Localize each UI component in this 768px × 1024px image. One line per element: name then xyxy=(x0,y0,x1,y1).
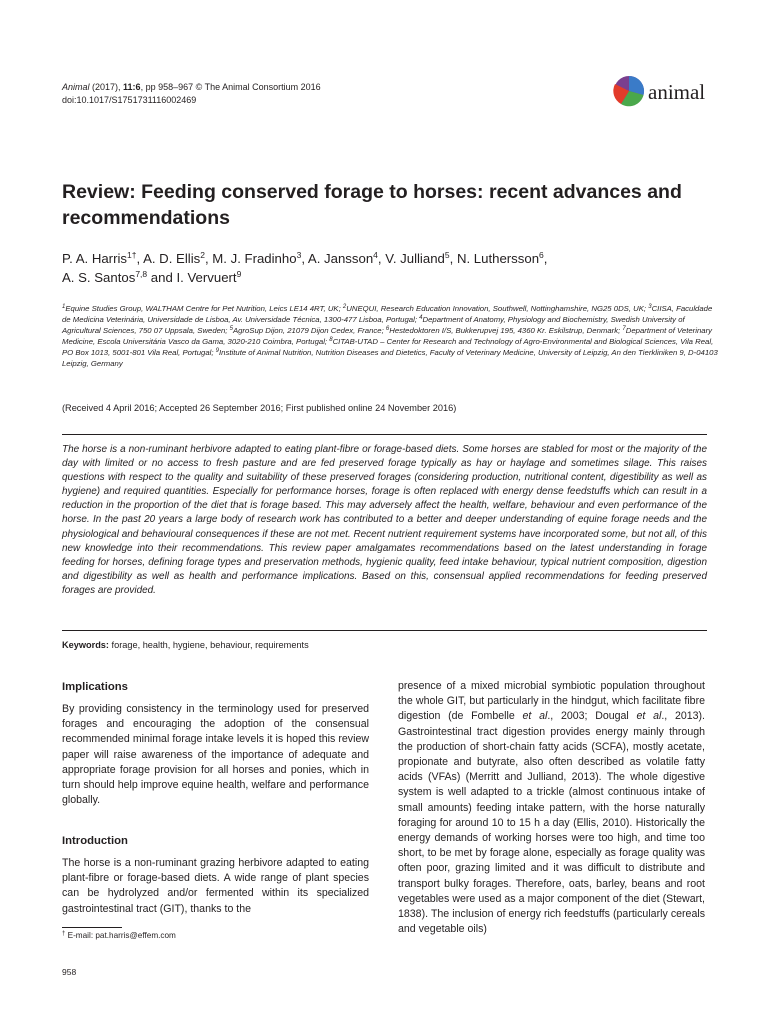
received-dates: (Received 4 April 2016; Accepted 26 September 2016; First published online 24 November 2016) xyxy=(62,403,457,413)
author-separator: , xyxy=(136,251,144,266)
author-affiliation-mark: 7,8 xyxy=(135,269,148,279)
keywords-text: forage, health, hygiene, behaviour, requirements xyxy=(108,640,309,650)
author-affiliation-mark: 2 xyxy=(200,250,205,260)
affiliation-number: 2 xyxy=(342,304,347,310)
abstract-bottom-rule xyxy=(62,630,707,631)
author-affiliation-mark: 4 xyxy=(373,250,378,260)
rc-text-3: ., 2013). Gastrointestinal tract digestion provides energy mainly through the production of short-chain fatty acids (SCFA), mostly acetate, propionate and butyrate, also often described as volatile fatty acids (VFAs) (Merritt and Julliand, 2013). The whole digestive system is well adapted to a trickle (almost continuous intake of small amounts) feeding intake pattern, with the horse naturally foraging for around 10 to 15 h a day (Ellis, 2010). Historically the energy demands of working horses were too high, and time too short, to be met by forage alone, especially as forage quality was often poor, grazing limited and it was difficult to distribute and transport bulky forages. Therefore, oats, barley, beans and root vegetables were used as a major component of the diet (Stewart, 1838). The inclusion of energy rich feedstuffs (particularly cereals and vegetable oils) xyxy=(398,710,706,936)
author-affiliation-mark: 6 xyxy=(539,250,544,260)
author-affiliation-mark: 3 xyxy=(296,250,302,260)
right-column-text xyxy=(398,679,705,937)
footnote-rule xyxy=(62,927,122,928)
footnote-email: E-mail: pat.harris@effem.com xyxy=(65,931,176,940)
abstract: The horse is a non-ruminant herbivore adapted to eating plant-fibre or forage-based diets. Some horses are stabled for most or the majority of the day with limited or no access to fresh pasture and are fed preserved forage typically as hay or haylage and sometimes silage. This raises questions with respect to the quality and suitability of these preserved forages (considering production, nutritional content, digestibility as well as hygiene) and required quantities. Especially for performance horses, forage is often replaced with energy dense feedstuffs which can result in a reduction in the proportion of the diet that is forage based. This may adversely affect the health, welfare, behaviour and even performance of the horse. In the past 20 years a large body of research work has contributed to a better and deeper understanding of equine forage needs and the physiological and behavioural consequences if these are not met. Recent nutrient requirement systems have incorporated some, but not all, of this new knowledge into their recommendations. This review paper amalgamates recommendations based on the latest understanding in forage feeding for horses, defining forage types and preservation methods, hygienic quality, feed intake behaviour, typical nutrient composition, digestion and digestibility as well as health and performance implications. Based on this, consensual applied recommendations for feeding preserved forages are provided. xyxy=(62,444,707,596)
affiliation-text: Institute of Animal Nutrition, Nutrition Diseases and Dietetics, Faculty of Veterinary Medicine, University of Leipzig, An den Tierkliniken 9, D-04103 Leipzig, Germany xyxy=(62,348,718,369)
affiliation-number: 8 xyxy=(329,337,333,344)
author-affiliation-mark: 1† xyxy=(126,250,137,260)
journal-citation xyxy=(62,81,321,107)
affiliation-number: 3 xyxy=(648,304,652,310)
citation-year: (2017), xyxy=(89,82,124,92)
author-separator: , xyxy=(449,251,457,266)
implications-heading: Implications xyxy=(62,681,128,693)
affiliation-text: CIISA, Faculdade de Medicina Veterinária, Universidade de Lisboa, Av. Universidade Técnica, 1300-477 Lisboa, Portugal; xyxy=(62,304,713,325)
affiliation-number: 7 xyxy=(622,326,626,333)
implications-section xyxy=(62,680,369,808)
author-separator: , xyxy=(377,251,386,266)
affiliation-text: Equine Studies Group, WALTHAM Centre for Pet Nutrition, Leics LE14 4RT, UK; xyxy=(65,304,343,313)
affiliation-text: Department of Anatomy, Physiology and Biochemistry, Swedish University of Agricultural Sciences, 750 07 Uppsala, Sweden; xyxy=(62,315,685,336)
author-name: A. S. Santos xyxy=(62,270,136,285)
doi: doi:10.1017/S1751731116002469 xyxy=(62,95,197,105)
affiliation-number: 4 xyxy=(419,315,423,322)
introduction-section xyxy=(62,834,369,917)
author-list xyxy=(62,249,722,287)
affiliation-text: Hestedoktoren I/S, Bukkerupvej 195, 4360 Kr. Eskilstrup, Denmark; xyxy=(389,326,623,336)
keywords-label: Keywords: xyxy=(62,640,109,650)
citation-line xyxy=(62,81,321,94)
author-affiliation-mark: 9 xyxy=(236,269,242,279)
affiliations xyxy=(62,303,722,370)
author-name: N. Luthersson xyxy=(456,251,540,266)
affiliation-text: Department of Veterinary Medicine, Escola Universitária Vasco da Gama, 3020-210 Coimbra, Portugal; xyxy=(62,326,713,347)
rc-etal-1: et al xyxy=(522,710,548,723)
rc-etal-2: et al xyxy=(636,710,662,723)
introduction-heading: Introduction xyxy=(62,835,128,847)
author-separator: , xyxy=(301,251,308,266)
author-name: P. A. Harris xyxy=(62,251,127,266)
author-name: A. Jansson xyxy=(307,251,374,266)
abstract-top-rule xyxy=(62,434,707,435)
keywords xyxy=(62,639,309,651)
journal-logo xyxy=(613,74,705,108)
author-name: A. D. Ellis xyxy=(143,251,201,266)
affiliation-number: 6 xyxy=(385,326,390,333)
affiliation-text: AgroSup Dijon, 21079 Dijon Cedex, France; xyxy=(232,326,386,336)
page-number: 958 xyxy=(62,967,77,977)
affiliation-text: UNEQUI, Research Education Innovation, Southwell, Nottinghamshire, NG25 0DS, UK; xyxy=(346,304,649,313)
author-name: M. J. Fradinho xyxy=(212,251,297,266)
rc-text-2: ., 2003; Dougal xyxy=(547,710,637,723)
animal-logo-icon xyxy=(613,75,645,107)
author-separator: , xyxy=(204,251,213,266)
author-separator: , xyxy=(543,251,548,266)
affiliation-text: CITAB-UTAD – Center for Research and Technology of Agro-Environmental and Biological Sciences, Vila Real, PO Box 1013, 5001-801 Vila Real, Portugal; xyxy=(62,337,714,358)
journal-name: Animal xyxy=(62,82,90,92)
affiliation-number: 5 xyxy=(229,326,233,333)
footnote-mark: † xyxy=(62,931,66,937)
implications-text: By providing consistency in the terminology used for preserved forages and encouraging the adoption of the consensual recommended minimal forage intake levels it is hoped this review paper will raise awareness of the importance of adequate and appropriate forage provision for all horses and ponies, which in turn should help improve equine health, welfare and performance globally. xyxy=(62,703,369,807)
footnote xyxy=(62,930,176,941)
author-separator: and xyxy=(147,270,177,285)
paper-title: Review: Feeding conserved forage to horses: recent advances and recommendations xyxy=(62,181,682,229)
citation-pages: , pp 958–967 © The Animal Consortium 2016 xyxy=(140,82,321,92)
author-name: V. Julliand xyxy=(385,251,445,266)
affiliation-number: 1 xyxy=(62,304,66,310)
affiliation-number: 9 xyxy=(215,348,220,355)
author-affiliation-mark: 5 xyxy=(444,250,450,260)
logo-text: animal xyxy=(648,79,706,104)
author-name: I. Vervuert xyxy=(176,270,237,285)
volume-issue: 11:6 xyxy=(123,82,141,92)
introduction-text: The horse is a non-ruminant grazing herbivore adapted to eating plant-fibre or forage-based diets. A wide range of plant species can be hydrolyzed and/or fermented within its specialized gastrointestinal tract (GIT), thanks to the xyxy=(62,857,369,915)
rc-text-1: presence of a mixed microbial symbiotic population throughout the whole GIT, but particularly in the hindgut, which facilitate fibre digestion (de Fombelle xyxy=(398,680,705,723)
